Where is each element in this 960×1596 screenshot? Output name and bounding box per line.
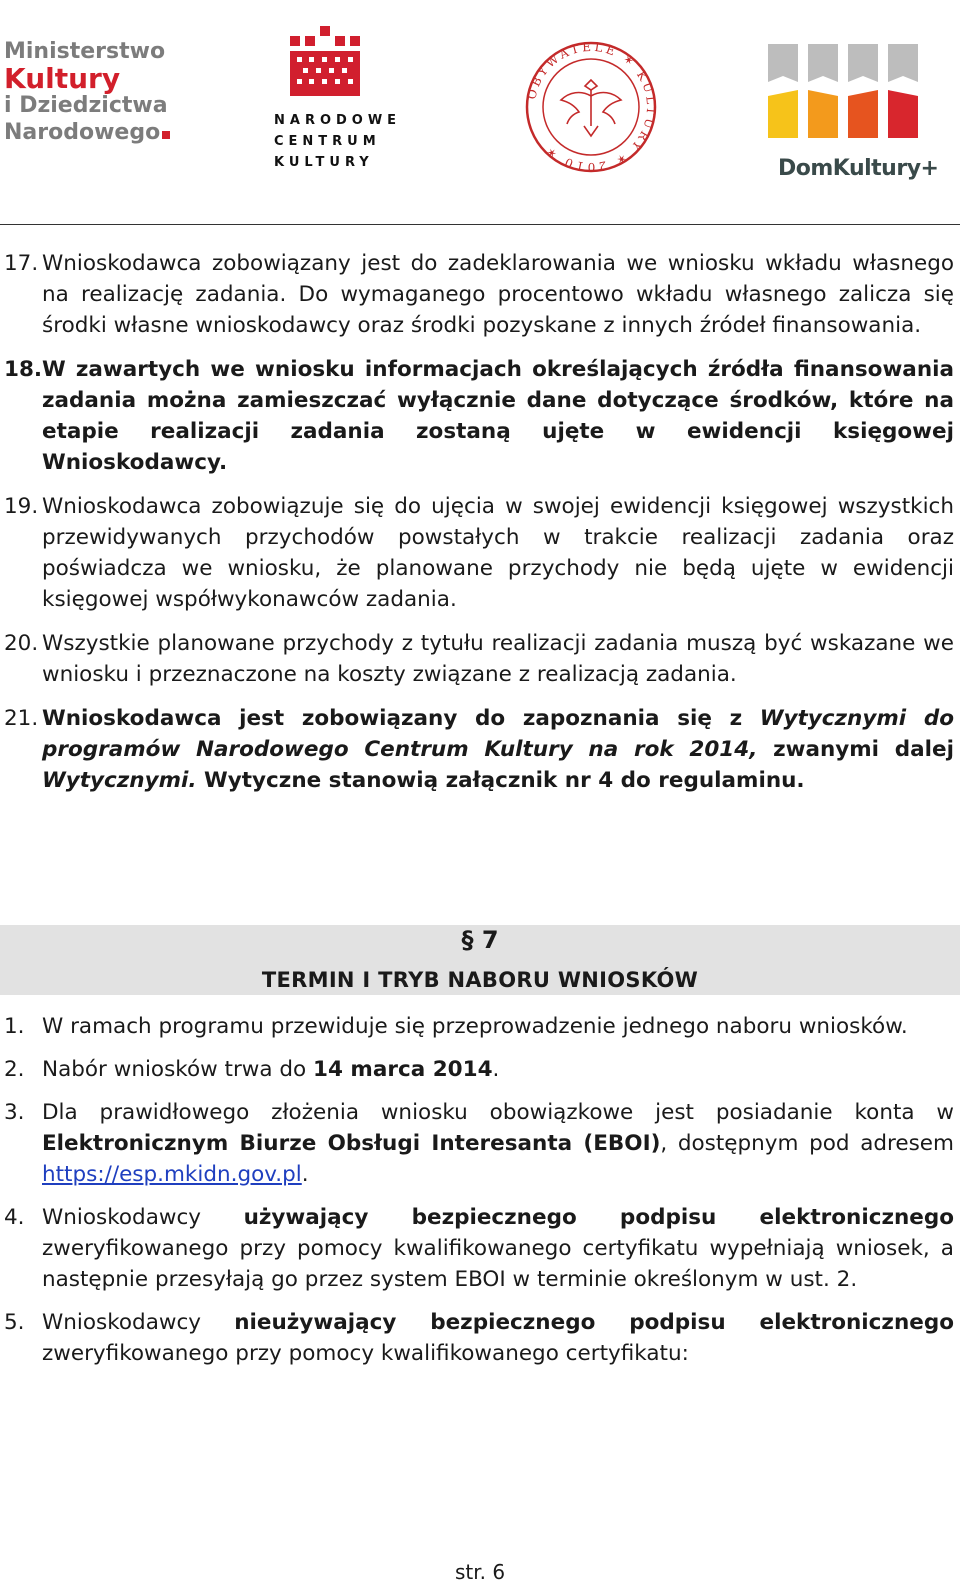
header-divider xyxy=(0,224,960,225)
list-item-18 xyxy=(0,354,954,478)
ministry-logo-line-2: Kultury xyxy=(4,62,121,95)
domkultury-logo xyxy=(760,38,956,194)
eboi-name: Elektronicznym Biurze Obsługi Interesanta (EBOI) xyxy=(42,1131,661,1156)
eboi-link[interactable]: https://esp.mkidn.gov.pl xyxy=(42,1162,302,1187)
list-item-20 xyxy=(0,628,954,690)
item-text: Wnioskodawca zobowiązuje się do ujęcia w swojej ewidencji księgowej wszystkich przewidywanych przychodów powstałych w trakcie realizacji zadania oraz poświadcza we wniosku, że planowane przychody nie będą ujęte w ewidencji księgowej współwykonawców zadania. xyxy=(42,494,954,612)
item-number: 21. xyxy=(4,706,39,731)
item-text-part: . xyxy=(301,1162,309,1187)
svg-text:OBYWATELE ✶ KULTURY ✶ 2010 ✶: OBYWATELE ✶ KULTURY ✶ 2010 ✶ xyxy=(524,40,658,174)
list-item-17 xyxy=(0,248,954,341)
item-text-part-italic: Wytycznymi. xyxy=(42,768,197,793)
ministry-logo-line-4: Narodowego xyxy=(4,120,161,145)
item-number: 17. xyxy=(4,251,39,276)
item-text-part: Wytyczne stanowią załącznik nr 4 do regulaminu. xyxy=(196,768,805,793)
item-text-part: Wnioskodawcy xyxy=(42,1310,235,1335)
item-text: W zawartych we wniosku informacjach określających źródła finansowania zadania można zamieszczać wyłącznie dane dotyczące środków, które na etapie realizacji zadania zostaną ujęte w ewidencji księgowej Wnioskodawcy. xyxy=(42,357,954,475)
list-item-3 xyxy=(0,1097,954,1190)
item-text-part: zweryfikowanego przy pomocy kwalifikowanego certyfikatu: xyxy=(42,1341,689,1366)
bottom-list xyxy=(0,1011,960,1369)
ministry-logo xyxy=(4,38,170,146)
item-text-bold: używający bezpiecznego podpisu elektronicznego xyxy=(243,1205,955,1230)
item-text-part: Dla prawidłowego złożenia wniosku obowiązkowe jest posiadanie konta w xyxy=(42,1100,954,1125)
obywatele-kultury-seal-icon xyxy=(524,40,658,174)
item-text-part: Wnioskodawca jest zobowiązany do zapoznania się z xyxy=(42,706,760,731)
item-number: 3. xyxy=(4,1100,25,1125)
nck-logo-line-3: KULTURY xyxy=(274,155,374,170)
nck-castle-icon xyxy=(290,26,360,96)
list-item-2 xyxy=(0,1054,954,1085)
ministry-logo-line-3: i Dziedzictwa xyxy=(4,93,168,118)
ministry-logo-dot xyxy=(162,131,170,139)
item-text: Wszystkie planowane przychody z tytułu realizacji zadania muszą być wskazane we wniosku i przeznaczone na koszty związane z realizacją zadania. xyxy=(42,631,954,687)
section-title: TERMIN I TRYB NABORU WNIOSKÓW xyxy=(261,968,699,992)
nck-logo-line-1: NARODOWE xyxy=(274,113,402,128)
item-text-part: , dostępnym pod adresem xyxy=(660,1131,954,1156)
item-text-part: Nabór wniosków trwa do xyxy=(42,1057,314,1082)
ministry-logo-line-4-wrap xyxy=(4,119,170,146)
domkultury-logo-text: DomKultury+ xyxy=(778,156,939,181)
list-item-4 xyxy=(0,1202,954,1295)
item-text: W ramach programu przewiduje się przeprowadzenie jednego naboru wniosków. xyxy=(42,1014,908,1039)
item-number: 20. xyxy=(4,631,39,656)
item-text-bold: nieużywający bezpiecznego podpisu elektronicznego xyxy=(234,1310,954,1335)
item-number: 19. xyxy=(4,494,39,519)
domkultury-bars-icon xyxy=(760,38,956,150)
page-number: str. 6 xyxy=(454,1560,506,1584)
list-item-21 xyxy=(0,703,954,796)
nck-logo-text xyxy=(274,110,401,173)
item-number: 2. xyxy=(4,1057,25,1082)
nck-logo-line-2: CENTRUM xyxy=(274,134,381,149)
item-number: 18. xyxy=(4,357,43,382)
item-text-part: . xyxy=(492,1057,500,1082)
section-number: § 7 xyxy=(461,926,499,954)
item-number: 4. xyxy=(4,1205,25,1230)
item-text-part: zwanymi dalej xyxy=(757,737,954,762)
item-number: 1. xyxy=(4,1014,25,1039)
nck-logo xyxy=(274,26,402,176)
item-text: Wnioskodawca zobowiązany jest do zadeklarowania we wniosku wkładu własnego na realizację zadania. Do wymaganego procentowo wkładu własnego zalicza się środki własne wnioskodawcy oraz środki pozyskane z innych źródeł finansowania. xyxy=(42,251,954,338)
ministry-logo-line-1: Ministerstwo xyxy=(4,39,166,64)
item-text-part: zweryfikowanego przy pomocy kwalifikowanego certyfikatu wypełniają wniosek, a następnie przesyłają go przez system EBOI w terminie określonym w ust. 2. xyxy=(42,1236,954,1292)
item-text-part-italic: Wytycznymi do programów Narodowego Centrum Kultury na rok 2014, xyxy=(42,706,954,762)
list-item-1 xyxy=(0,1011,954,1042)
list-item-19 xyxy=(0,491,954,615)
deadline-date: 14 marca 2014 xyxy=(313,1057,493,1082)
list-item-5 xyxy=(0,1307,954,1369)
item-number: 5. xyxy=(4,1310,25,1335)
item-text-part: Wnioskodawcy xyxy=(42,1205,244,1230)
top-list xyxy=(0,248,960,796)
document-header xyxy=(0,0,960,225)
